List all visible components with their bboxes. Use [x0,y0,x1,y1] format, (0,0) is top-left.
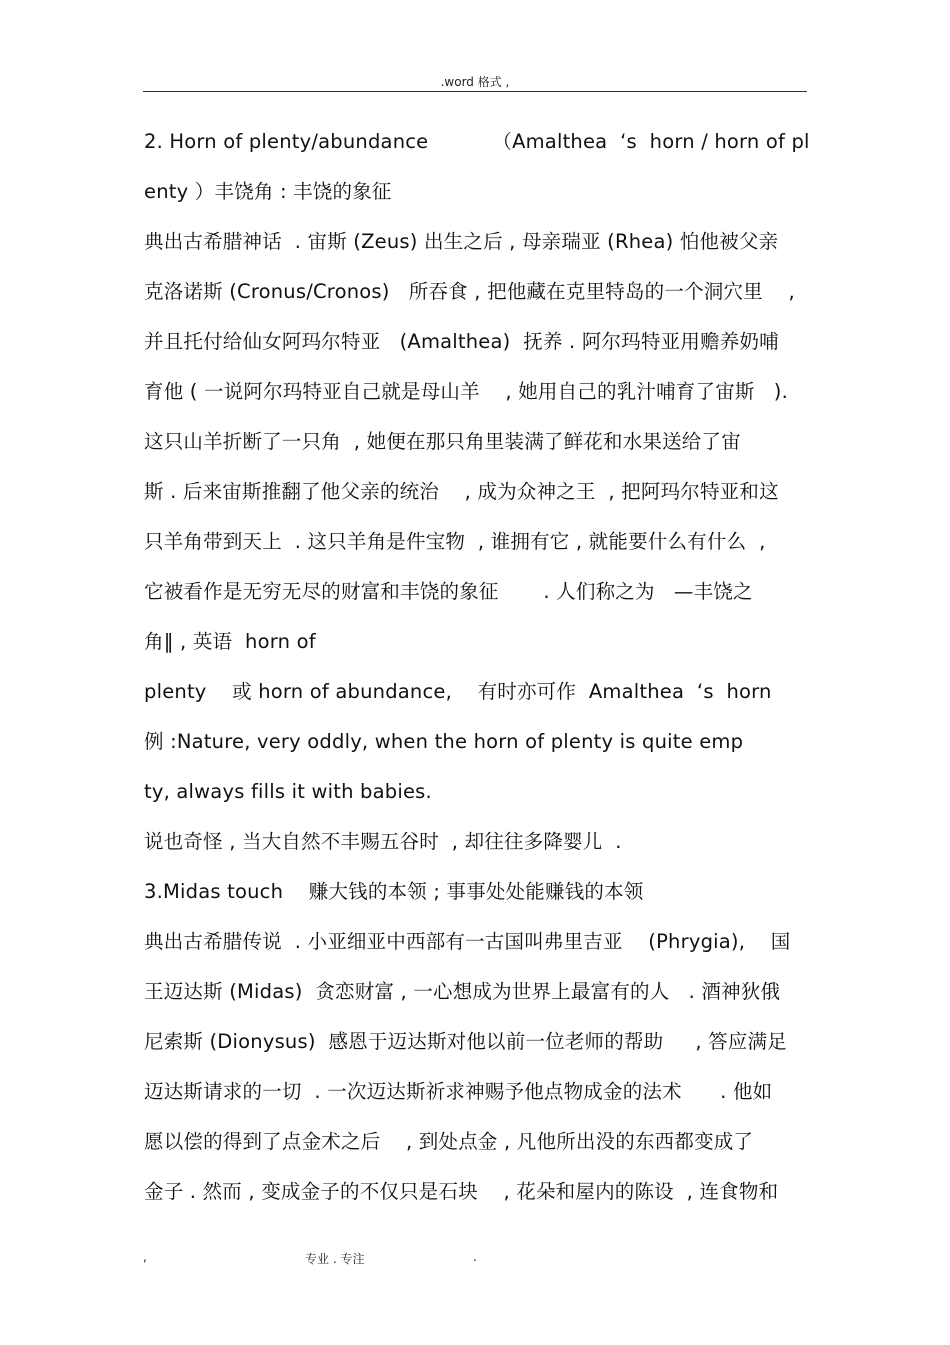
text-line: 角‖ , 英语 horn of [144,630,316,653]
footer-center-text: 专业 . 专注 [305,1252,365,1266]
text-line: 克洛诺斯 (Cronus/Cronos) 所吞食 , 把他藏在克里特岛的一个洞穴里 , [144,280,795,303]
text-line: 尼索斯 (Dionysus) 感恩于迈达斯对他以前一位老师的帮助 , 答应满足 [144,1030,787,1053]
text-line: 3.Midas touch 赚大钱的本领 ; 事事处处能赚钱的本领 [144,880,644,903]
text-line: 愿以偿的得到了点金术之后 , 到处点金 , 凡他所出没的东西都变成了 [144,1130,754,1153]
footer-left-mark: , [143,1250,147,1264]
text-line: enty ）丰饶角 : 丰饶的象征 [144,180,392,203]
page-header [0,73,950,90]
text-line: 王迈达斯 (Midas) 贪恋财富 , 一心想成为世界上最富有的人 . 酒神狄俄 [144,980,781,1003]
header-text: .word 格式 , [440,75,510,89]
text-line: 育他 ( 一说阿尔玛特亚自己就是母山羊 , 她用自己的乳汁哺育了宙斯 ). [144,380,788,403]
text-line: 这只山羊折断了一只角 , 她便在那只角里装满了鲜花和水果送给了宙 [144,430,741,453]
text-line: plenty 或 horn of abundance, 有时亦可作 Amalthea ‘s horn [144,680,772,703]
text-line: 例 :Nature, very oddly, when the horn of plenty is quite emp [144,730,744,753]
document-body [144,122,814,1222]
text-line: 典出古希腊传说 . 小亚细亚中西部有一古国叫弗里吉亚 (Phrygia), 国 [144,930,791,953]
text-line: 只羊角带到天上 . 这只羊角是件宝物 , 谁拥有它 , 就能要什么有什么 , [144,530,766,553]
text-line: 说也奇怪 , 当大自然不丰赐五谷时 , 却往往多降婴儿 . [144,830,622,853]
footer-right-mark: . [473,1250,477,1264]
header-divider [143,91,807,92]
text-line: 2. Horn of plenty/abundance （Amalthea ‘s horn / horn of pl [144,130,810,153]
text-line: 典出古希腊神话 . 宙斯 (Zeus) 出生之后 , 母亲瑞亚 (Rhea) 怕他被父亲 [144,230,779,253]
page-footer [0,1250,950,1270]
text-line: 斯 . 后来宙斯推翻了他父亲的统治 , 成为众神之王 , 把阿玛尔特亚和这 [144,480,779,503]
text-line: 它被看作是无穷无尽的财富和丰饶的象征 . 人们称之为 —丰饶之 [144,580,753,603]
text-line: 金子 . 然而 , 变成金子的不仅只是石块 , 花朵和屋内的陈设 , 连食物和 [144,1180,779,1203]
text-line: 并且托付给仙女阿玛尔特亚 (Amalthea) 抚养 . 阿尔玛特亚用赡养奶哺 [144,330,779,353]
text-line: 迈达斯请求的一切 . 一次迈达斯祈求神赐予他点物成金的法术 . 他如 [144,1080,773,1103]
text-line: ty, always fills it with babies. [144,780,432,803]
